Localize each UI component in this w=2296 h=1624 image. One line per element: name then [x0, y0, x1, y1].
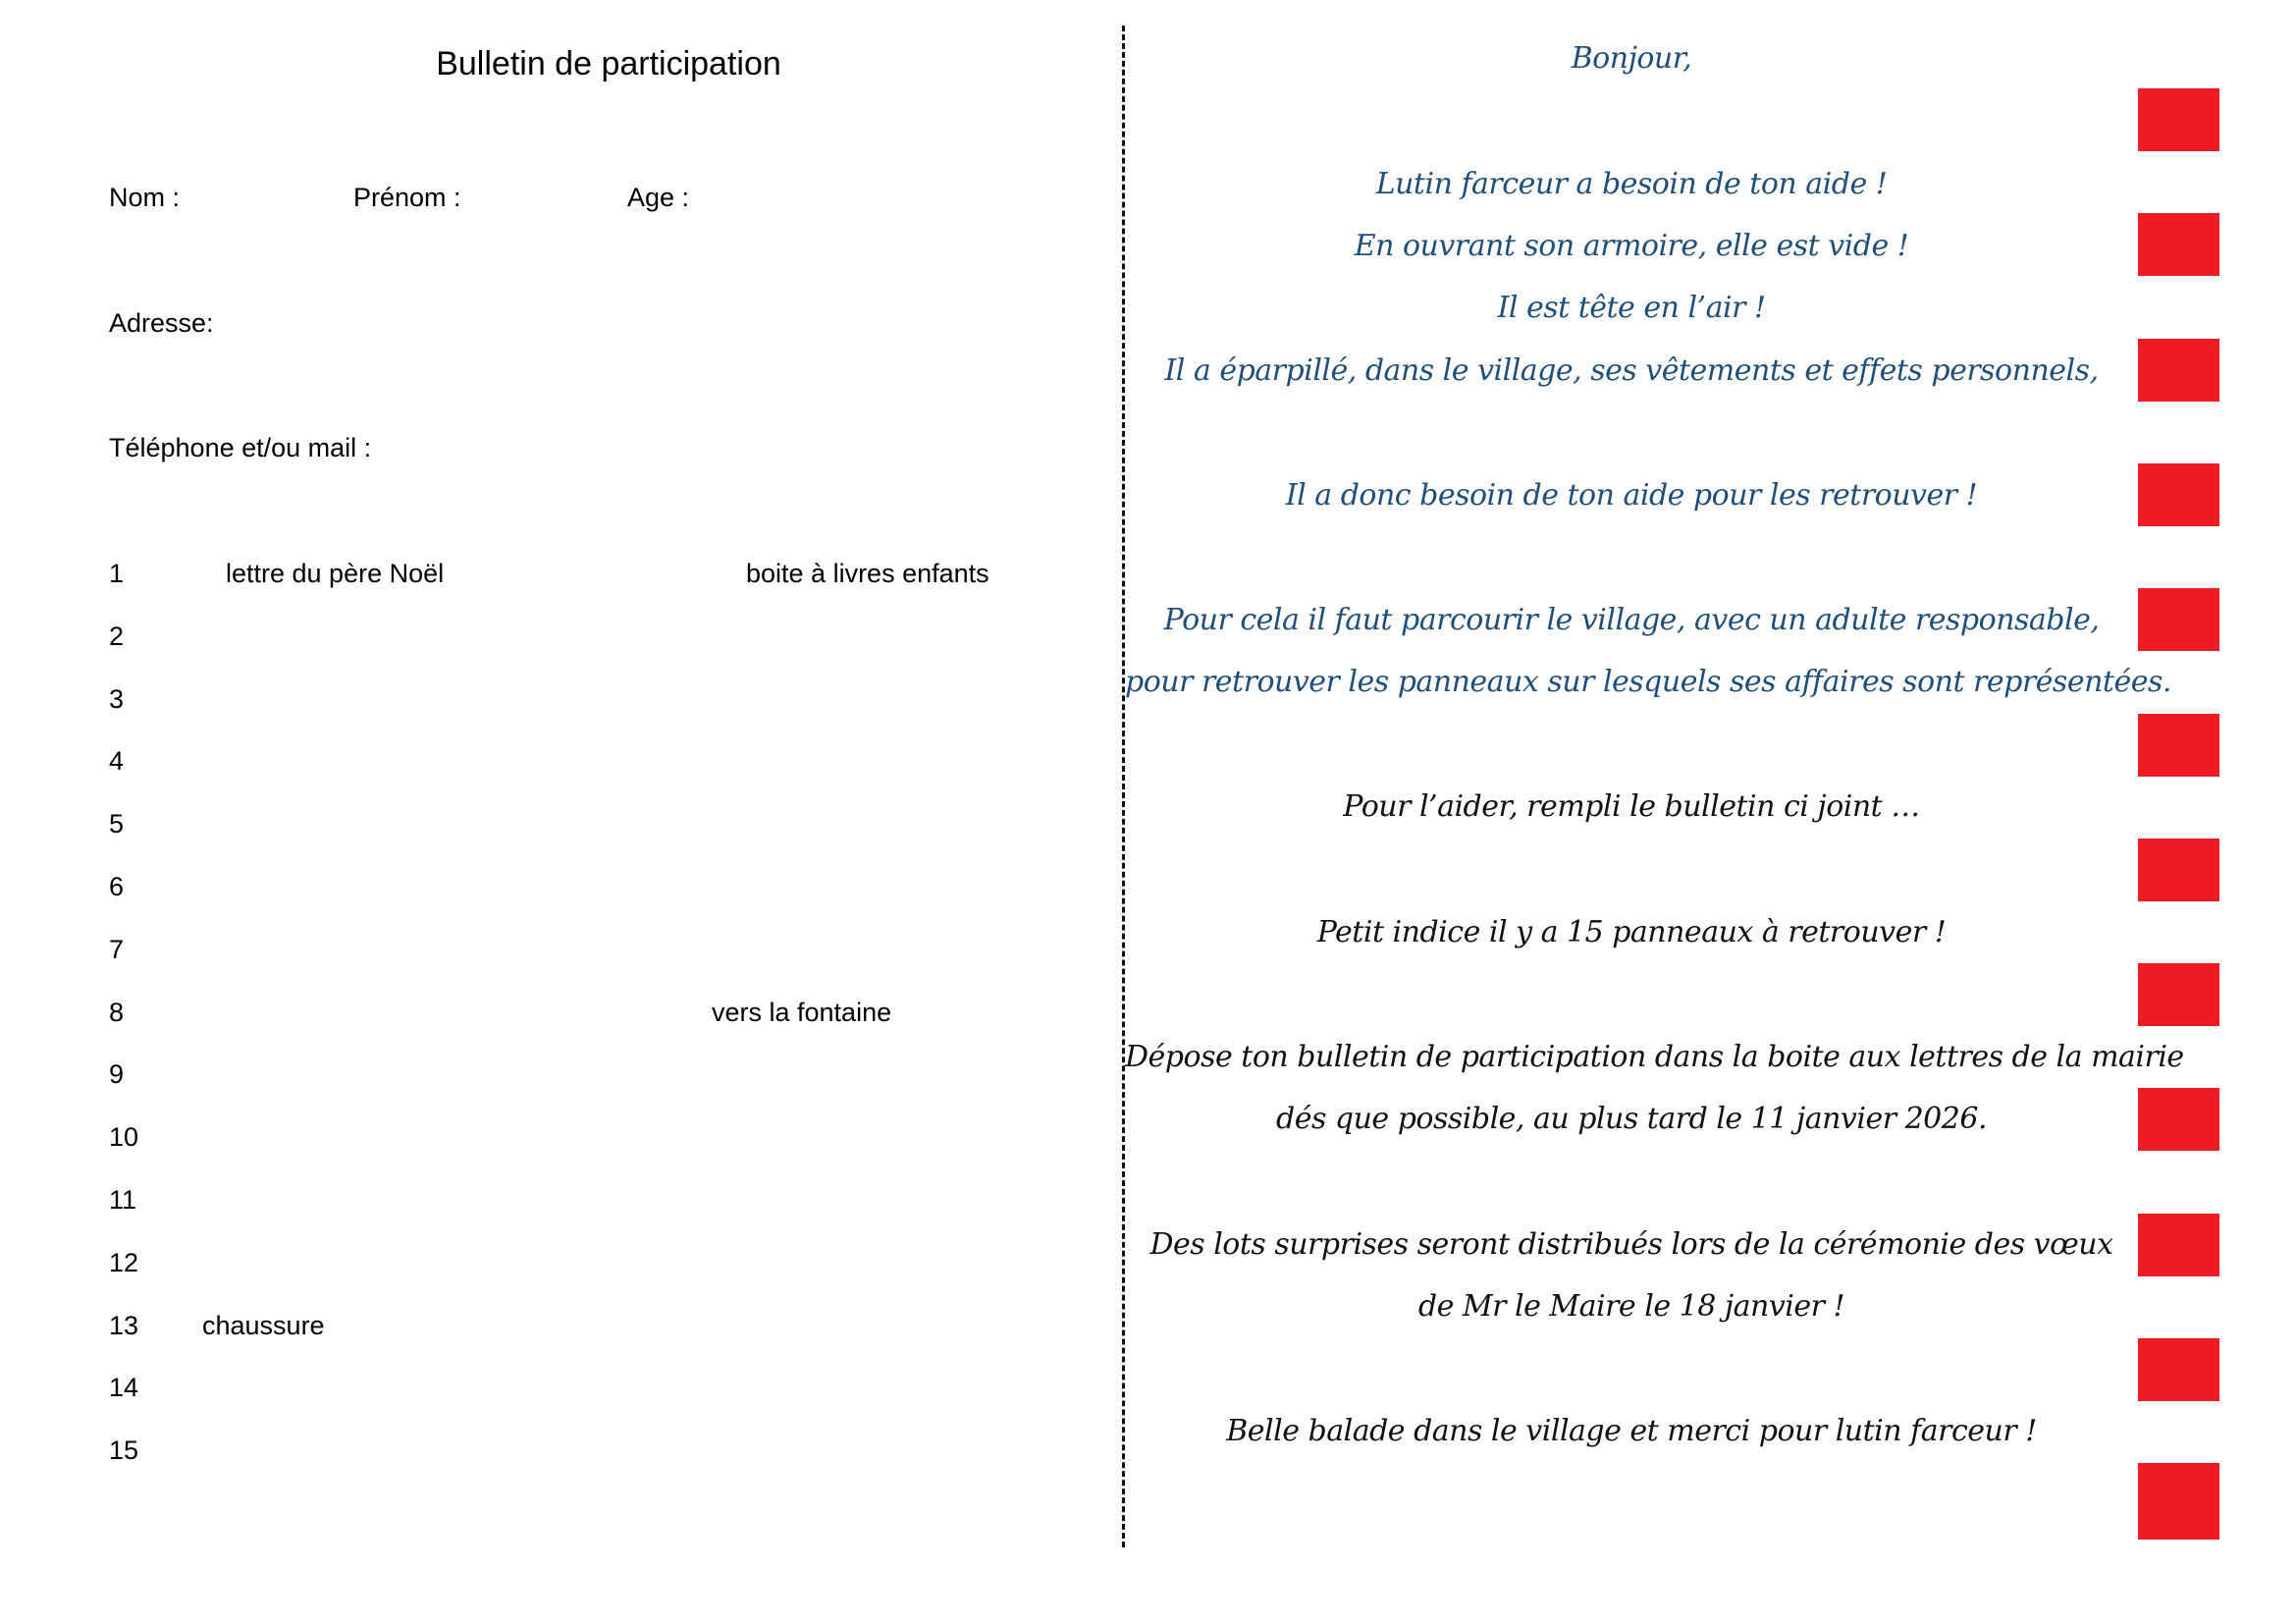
letter-line: En ouvrant son armoire, elle est vide ! — [1354, 229, 1909, 263]
letter-line: Pour l’aider, rempli le bulletin ci joint … — [1343, 789, 1920, 824]
row-answer-location: vers la fontaine — [712, 998, 892, 1027]
adresse-label: Adresse: — [109, 308, 214, 338]
row-number: 4 — [109, 746, 125, 776]
red-square — [2138, 588, 2219, 651]
row-answer-item: chaussure — [202, 1311, 325, 1340]
age-label: Age : — [627, 183, 690, 212]
nom-label: Nom : — [109, 183, 181, 212]
row-answer-location: boite à livres enfants — [746, 559, 989, 588]
letter-line: Bonjour, — [1571, 41, 1692, 76]
row-number: 8 — [109, 998, 125, 1027]
row-number: 9 — [109, 1059, 125, 1089]
red-square — [2138, 88, 2219, 151]
letter-line: Dépose ton bulletin de participation dans la boite aux lettres de la mairie — [1125, 1040, 2184, 1074]
telephone-label: Téléphone et/ou mail : — [109, 433, 372, 462]
letter-line: Il a éparpillé, dans le village, ses vêtements et effets personnels, — [1164, 353, 2099, 388]
row-number: 15 — [109, 1435, 139, 1465]
row-number: 7 — [109, 935, 125, 964]
letter-line: Il a donc besoin de ton aide pour les retrouver ! — [1285, 478, 1978, 513]
row-answer-item: lettre du père Noël — [226, 559, 445, 588]
red-square — [2138, 213, 2219, 276]
red-square — [2138, 1463, 2219, 1540]
letter-line: pour retrouver les panneaux sur lesquels ses affaires sont représentées. — [1125, 665, 2171, 699]
letter-line: dés que possible, au plus tard le 11 janvier 2026. — [1276, 1102, 1987, 1136]
red-square — [2138, 1214, 2219, 1276]
letter-line: Des lots surprises seront distribués lors de la cérémonie des vœux — [1149, 1227, 2113, 1262]
row-number: 6 — [109, 872, 125, 901]
red-square — [2138, 714, 2219, 777]
row-number: 13 — [109, 1311, 139, 1340]
red-square — [2138, 1088, 2219, 1151]
form-title: Bulletin de participation — [436, 45, 781, 82]
letter-line: Lutin farceur a besoin de ton aide ! — [1375, 167, 1888, 201]
row-number: 2 — [109, 622, 125, 651]
row-number: 3 — [109, 684, 125, 714]
row-number: 11 — [109, 1185, 137, 1215]
prenom-label: Prénom : — [353, 183, 461, 212]
letter-line: Belle balade dans le village et merci pour lutin farceur ! — [1226, 1414, 2037, 1448]
red-square — [2138, 1338, 2219, 1401]
red-square — [2138, 963, 2219, 1026]
red-square — [2138, 839, 2219, 901]
red-square — [2138, 339, 2219, 402]
row-number: 10 — [109, 1122, 139, 1152]
letter-line: de Mr le Maire le 18 janvier ! — [1417, 1289, 1845, 1324]
red-square — [2138, 463, 2219, 526]
letter-line: Il est tête en l’air ! — [1497, 291, 1766, 325]
row-number: 5 — [109, 809, 125, 839]
row-number: 12 — [109, 1248, 139, 1277]
letter-line: Petit indice il y a 15 panneaux à retrouver ! — [1316, 915, 1947, 949]
row-number: 14 — [109, 1373, 139, 1402]
row-number: 1 — [109, 559, 125, 588]
letter-line: Pour cela il faut parcourir le village, avec un adulte responsable, — [1163, 603, 2100, 637]
